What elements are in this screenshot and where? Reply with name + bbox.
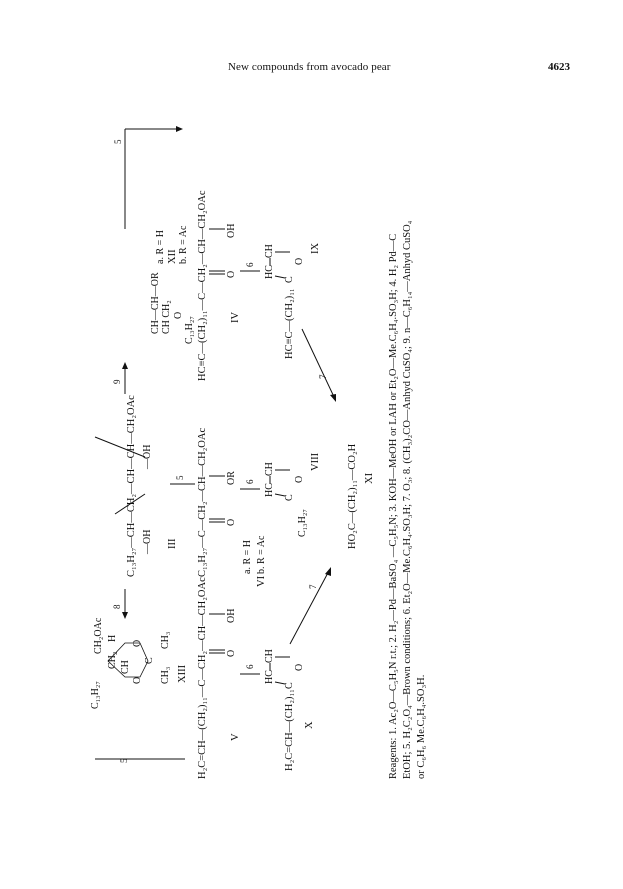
compound-XII-b: b. R = Ac xyxy=(178,225,189,264)
furan-X-ch: CH xyxy=(264,649,275,663)
compound-XIII-r: C₁₃H₂₇ xyxy=(90,681,101,709)
reagents-line-2: EtOH; 5. H₂C₂O₄—Brown conditions; 6. Et₂O—Me.C₆H₄.SO₃H; 7. O₃; 8. (CH₃)₂CO—Anhyd CuSO₄; 9. n—C₆H₁₄—Anhyd CuSO₄ xyxy=(402,220,413,779)
label-XII: XII xyxy=(167,249,178,264)
compound-XIII-ch2oac: CH₂OAc xyxy=(93,617,104,654)
furan-X-o: O xyxy=(294,663,305,671)
furan-VIII-hc: HC xyxy=(264,483,275,497)
step-number-5c: 5 xyxy=(175,475,185,480)
compound-XIII-ch3b: CH₃ xyxy=(160,631,171,649)
compound-IX-chain: HC≡C—(CH₂)₁₁ xyxy=(284,288,295,359)
compound-XII-top: CH—CH—OR xyxy=(150,272,161,334)
label-XIII: XIII xyxy=(177,664,188,683)
step-number-9: 9 xyxy=(112,379,122,384)
reagents-line-1: Reagents: 1. Ac₂O—C₅H₅N r.t.; 2. H₂—Pd—BaSO₄ —C₅H₅N; 3. KOH—MeOH or LAH or Et₂O—Me.C₆H₄.SO₃H; 4. H₂ Pd—C xyxy=(388,233,399,779)
label-V: V xyxy=(230,733,241,741)
compound-VI-a: a. R = H xyxy=(242,540,253,574)
furan-VIII-o: O xyxy=(294,475,305,483)
furan-IX-ch: CH xyxy=(264,244,275,258)
compound-VIII-r: C₁₃H₂₇ xyxy=(297,509,308,537)
step-number-7b: 7 xyxy=(318,374,328,379)
compound-IV-carbonyl: O xyxy=(226,270,237,278)
step-number-6b: 6 xyxy=(245,479,255,484)
label-VI: VI xyxy=(256,575,267,587)
compound-VI-b: b. R = Ac xyxy=(256,535,267,574)
compound-XIII-c: C xyxy=(144,657,155,664)
page-number: 4623 xyxy=(548,61,570,73)
compound-XI: HO₂C—(CH₂)₁₁—CO₂H xyxy=(347,443,358,549)
compound-V-oh: OH xyxy=(226,608,237,623)
step-number-8: 8 xyxy=(112,604,122,609)
step-number-6a: 6 xyxy=(245,664,255,669)
compound-III-oh1: —OH xyxy=(142,529,153,554)
furan-IX-c: C xyxy=(284,276,295,283)
compound-III-chain: C₁₃H₂₇—CH—CH₂—CH—CH—CH₂OAc xyxy=(126,395,137,577)
label-IV: IV xyxy=(230,311,241,323)
furan-IX-o: O xyxy=(294,257,305,265)
label-III: III xyxy=(167,538,178,549)
compound-XIII-ch: CH xyxy=(120,660,131,674)
label-XI: XI xyxy=(364,472,375,484)
compound-XII-o: O xyxy=(173,311,184,319)
furan-IX-hc: HC xyxy=(264,265,275,279)
compound-V-chain: H₂C=CH—(CH₂)₁₁—C—CH₂—CH—CH₂OAc xyxy=(197,577,208,779)
label-X: X xyxy=(304,721,315,729)
furan-VIII-c: C xyxy=(284,494,295,501)
running-title: New compounds from avocado pear xyxy=(228,61,391,73)
compound-XII-r: C₁₃H₂₇ xyxy=(184,316,195,344)
compound-III-oh2: —OH xyxy=(142,444,153,469)
compound-XIII-ch3a: CH₃ xyxy=(160,666,171,684)
compound-XII-ring: CH CH₂ xyxy=(161,300,172,334)
compound-X-chain: H₂C=CH—(CH₂)₁₁ xyxy=(284,689,295,771)
compound-XII-a: a. R = H xyxy=(155,230,166,264)
compound-IV-oh: OH xyxy=(226,223,237,238)
compound-V-carbonyl: O xyxy=(226,649,237,657)
step-number-5a: 5 xyxy=(119,758,129,763)
reagents-line-3: or C₆H₆ Me.C₆H₄.SO₃H. xyxy=(416,674,427,779)
compound-XIII-o1: O xyxy=(132,676,143,684)
compound-XIII-o2: O xyxy=(132,639,143,647)
step-number-7a: 7 xyxy=(308,584,318,589)
compound-IV-chain: HC≡C—(CH₂)₁₁—C—CH₂—CH—CH₂OAc xyxy=(197,190,208,381)
furan-X-hc: HC xyxy=(264,670,275,684)
furan-VIII-ch: CH xyxy=(264,462,275,476)
step-number-6c: 6 xyxy=(245,262,255,267)
label-VIII: VIII xyxy=(310,452,321,471)
compound-VI-chain: C₁₃H₂₇—C—CH₂—CH—CH₂OAc xyxy=(197,427,208,577)
compound-XIII-ch2: CH₂ xyxy=(107,651,118,669)
step-number-5b: 5 xyxy=(113,139,123,144)
furan-X-c: C xyxy=(284,682,295,689)
compound-VI-carbonyl: O xyxy=(226,518,237,526)
label-IX: IX xyxy=(310,242,321,254)
compound-VI-or: OR xyxy=(226,471,237,485)
compound-XIII-h: H xyxy=(107,634,118,642)
